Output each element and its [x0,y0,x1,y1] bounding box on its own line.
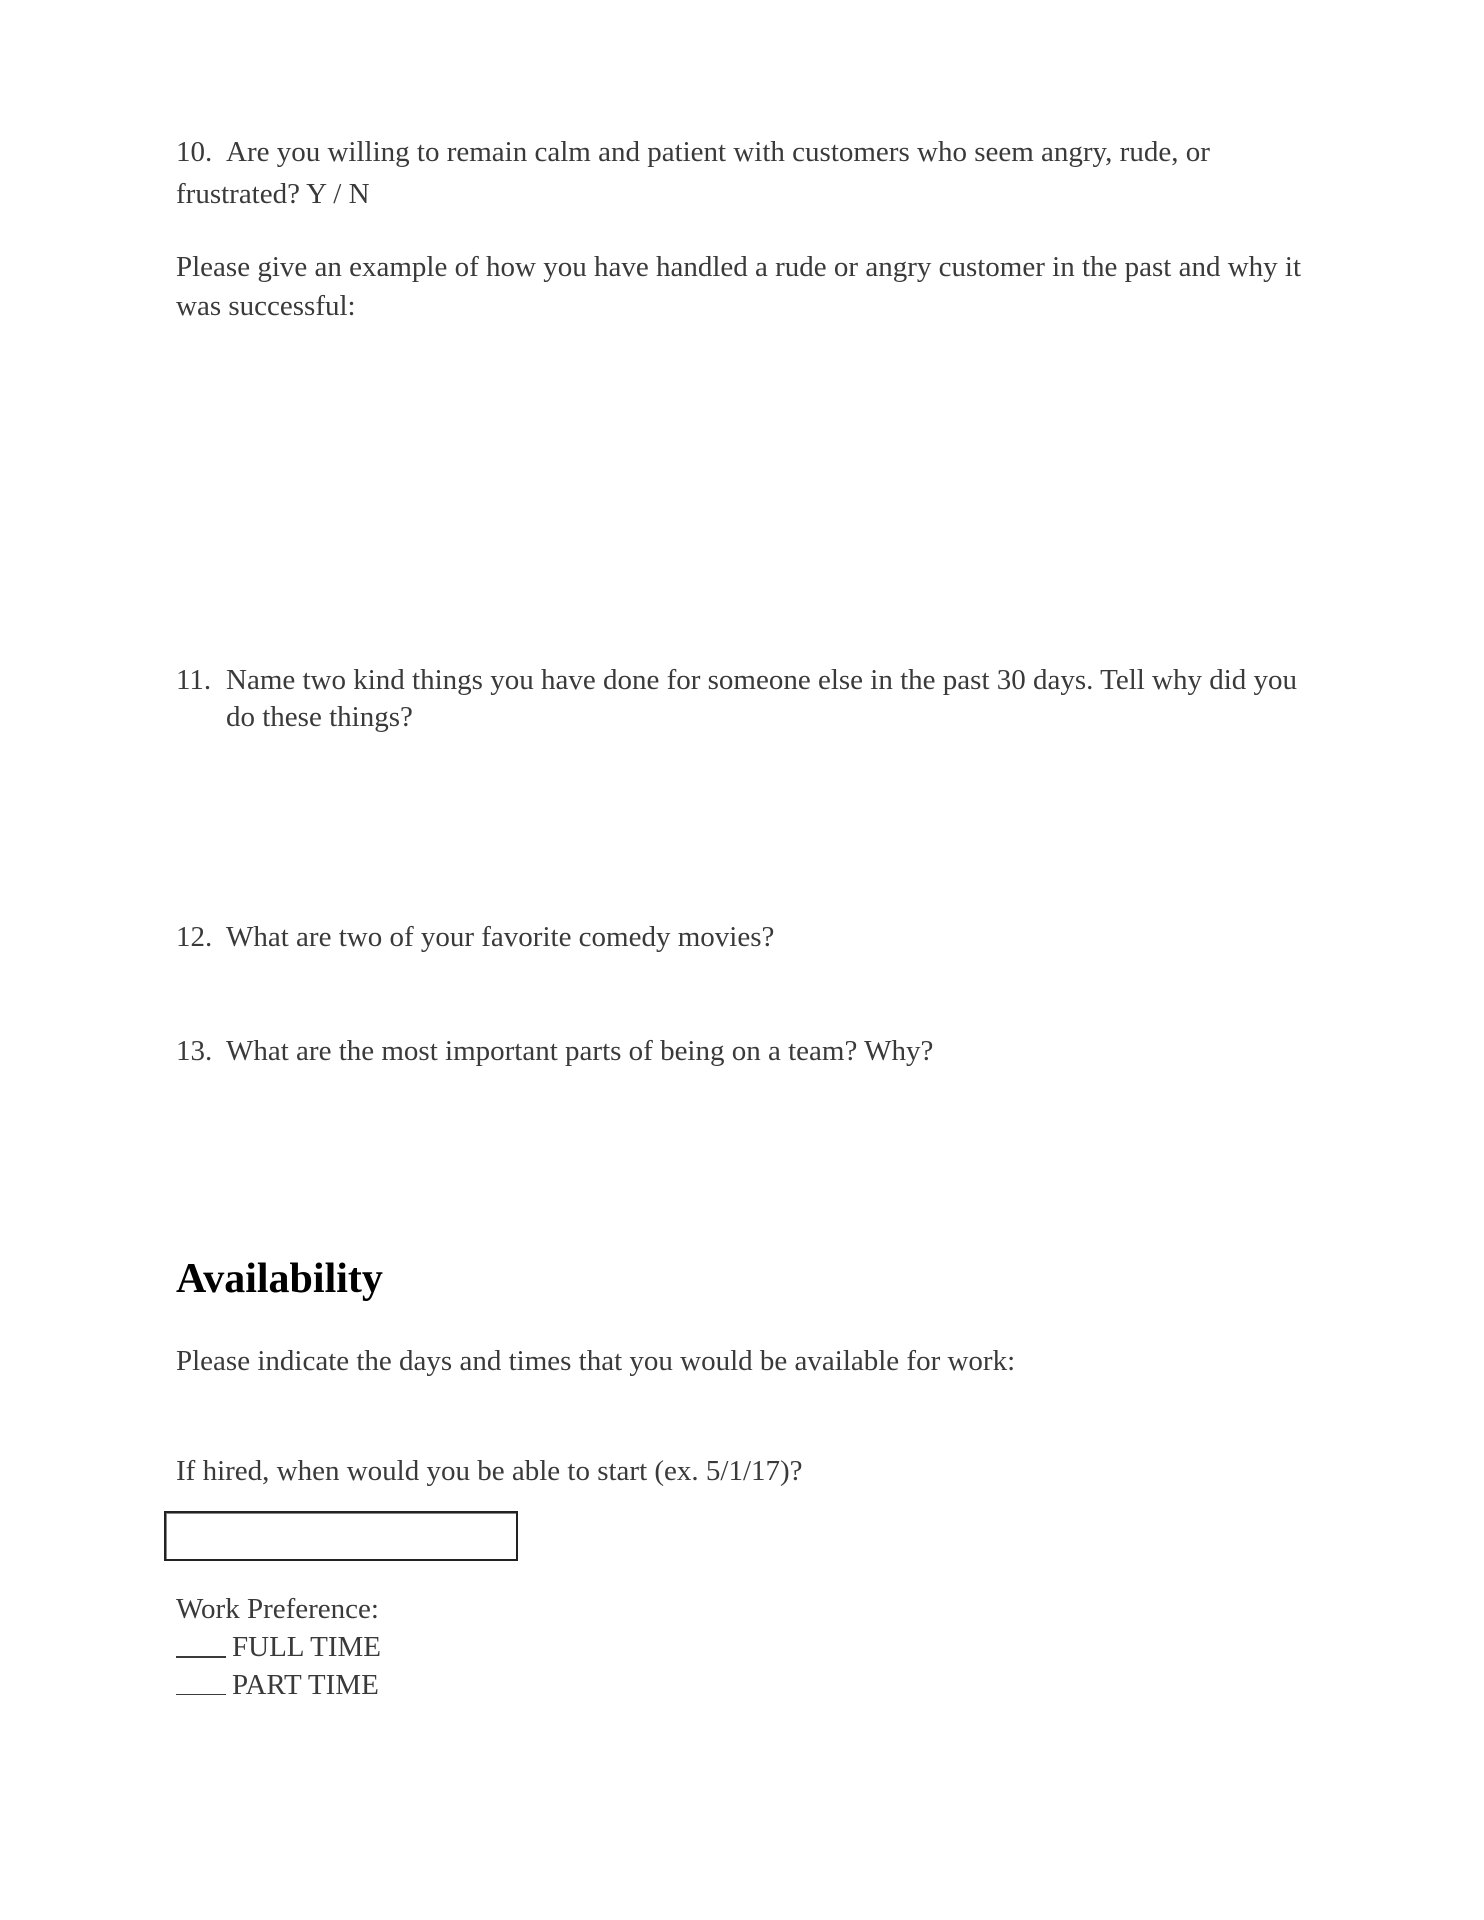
q11-text-line2: do these things? [226,701,413,733]
start-date-prompt: If hired, when would you be able to start (ex. 5/1/17)? [176,1455,803,1487]
q13-number: 13. [176,1035,213,1067]
q10-number: 10. [176,136,213,168]
q12-text: What are two of your favorite comedy movies? [226,921,775,953]
full-time-blank[interactable] [176,1656,226,1658]
full-time-option: FULL TIME [232,1631,382,1663]
q11-number: 11. [176,664,212,696]
work-preference-label: Work Preference: [176,1593,379,1625]
q13-text: What are the most important parts of being on a team? Why? [226,1035,934,1067]
q10-text-line2: frustrated? Y / N [176,178,370,210]
part-time-blank[interactable] [176,1694,226,1695]
availability-heading: Availability [176,1256,383,1302]
start-date-input[interactable] [164,1511,518,1561]
q12-number: 12. [176,921,213,953]
q11-text-line1: Name two kind things you have done for someone else in the past 30 days. Tell why did you [226,664,1298,696]
q10-text-line1: Are you willing to remain calm and patient with customers who seem angry, rude, or [226,136,1210,168]
availability-days-prompt: Please indicate the days and times that you would be available for work: [176,1345,1016,1377]
q10-followup-line2: was successful: [176,290,356,322]
part-time-option: PART TIME [232,1669,379,1701]
q10-followup-line1: Please give an example of how you have handled a rude or angry customer in the past and why it [176,251,1302,283]
